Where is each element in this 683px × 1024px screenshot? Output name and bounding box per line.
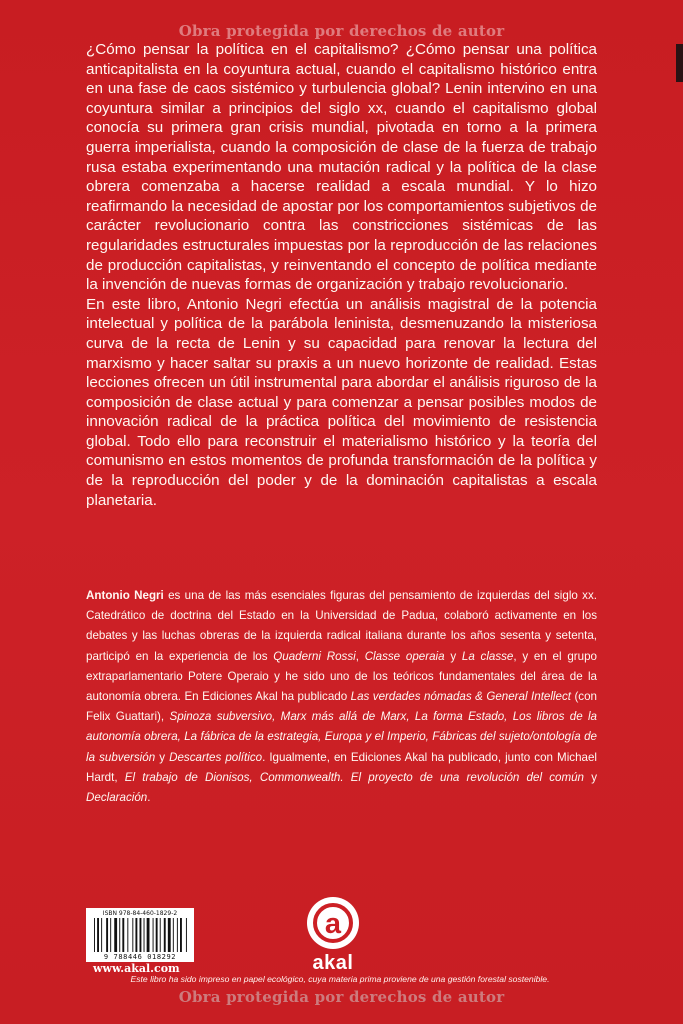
bio-text: (con Felix Guattari),	[86, 690, 597, 724]
akal-logo-letter: a	[324, 908, 342, 940]
author-name: Antonio Negri	[86, 589, 164, 602]
publisher-website: www.akal.com	[93, 962, 180, 975]
author-bio	[86, 586, 597, 808]
barcode-bars-icon	[94, 918, 188, 952]
bio-text: es una de las más esenciales figuras del pensamiento de izquierdas del siglo xx. Catedrático de doctrina del Estado en la Universidad de Padua, colaboró activamente en los debates y las luchas obreras de la izquierda radical italiana durante los años sesenta y setenta, participó en la experiencia de los	[86, 589, 597, 663]
bio-text: . Igualmente, en Ediciones Akal ha publicado, junto con Michael Hardt,	[86, 750, 597, 784]
bio-text: y	[444, 649, 462, 663]
bio-text: , y en el grupo extraparlamentario Potere Operaio y he sido uno de los teóricos fundamentales del área de la autonomía obrera. En Ediciones Akal ha publicado	[86, 649, 597, 704]
watermark-bottom: Obra protegida por derechos de autor	[178, 988, 505, 1006]
barcode	[86, 908, 194, 962]
akal-logo	[301, 894, 365, 982]
bio-title: Las verdades nómadas & General Intellect	[350, 690, 571, 704]
watermark-top: Obra protegida por derechos de autor	[178, 22, 505, 40]
bio-text: y	[155, 750, 170, 764]
bio-title: La classe	[461, 649, 514, 663]
bio-title: Classe operaia	[364, 649, 445, 663]
akal-logo-icon	[301, 894, 365, 954]
blurb-paragraph: ¿Cómo pensar la política en el capitalismo? ¿Cómo pensar una política anticapitalista en la coyuntura actual, cuando el capitalismo histórico entra en una fase de caos sistémico y turbulencia global? Lenin intervino en una coyuntura similar a principios del siglo xx, cuando el capitalismo global conocía su primera gran crisis mundial, pivotada en torno a la primera guerra imperialista, cuando la composición de clase de la fuerza de trabajo rusa estaba experimentando una mutación radical y la política de la clase obrera comenzaba a hacerse realidad a escala mundial. Y lo hizo reafirmando la necesidad de apostar por los comportamientos subjetivos de carácter revolucionario contra las constricciones sistémicas de las regularidades estructurales impuestas por la reproducción de las relaciones de producción capitalistas, y reinventando el concepto de política mediante la invención de nuevas formas de organización y trabajo revolucionario.	[86, 41, 597, 294]
bio-text: y	[584, 770, 597, 784]
blurb-text	[86, 40, 597, 510]
bio-title: El trabajo de Dionisos, Commonwealth. El proyecto de una revolución del común	[124, 770, 585, 784]
akal-logo-word: akal	[312, 952, 354, 974]
edge-mark	[676, 44, 683, 82]
bio-title: Descartes político	[169, 750, 263, 764]
eco-paper-note: Este libro ha sido impreso en papel ecológico, cuya materia prima proviene de una gestión forestal sostenible.	[130, 974, 550, 984]
isbn-label: ISBN 978-84-460-1829-2	[102, 910, 178, 917]
bio-title: Quaderni Rossi	[273, 649, 356, 663]
blurb-paragraph: En este libro, Antonio Negri efectúa un análisis magistral de la potencia intelectual y política de la parábola leninista, desmenuzando la misteriosa curva de la recta de Lenin y su capacidad para renovar la lectura del marxismo y hacer saltar su praxis a un nuevo horizonte de realidad. Estas lecciones ofrecen un útil instrumental para abordar el análisis riguroso de la composición de clase actual y para comenzar a pensar posibles modos de innovación radical de la práctica política del movimiento de resistencia global. Todo ello para reconstruir el materialismo histórico y la teoría del comunismo en estos momentos de profunda transformación de la política y de la reproducción del poder y de la dominación capitalistas a escala planetaria.	[86, 295, 597, 509]
bio-text: .	[147, 791, 151, 805]
bio-text: ,	[355, 649, 365, 663]
author-bio-paragraph	[86, 586, 597, 808]
bio-title: Spinoza subversivo, Marx más allá de Marx, La forma Estado, Los libros de la autonomía obrera, La fábrica de la estrategia, Europa y el Imperio, Fábricas del sujeto/ontología de la subversión	[86, 710, 598, 764]
barcode-digits: 9 788446 018292	[103, 953, 177, 961]
bio-title: Declaración	[86, 791, 148, 805]
